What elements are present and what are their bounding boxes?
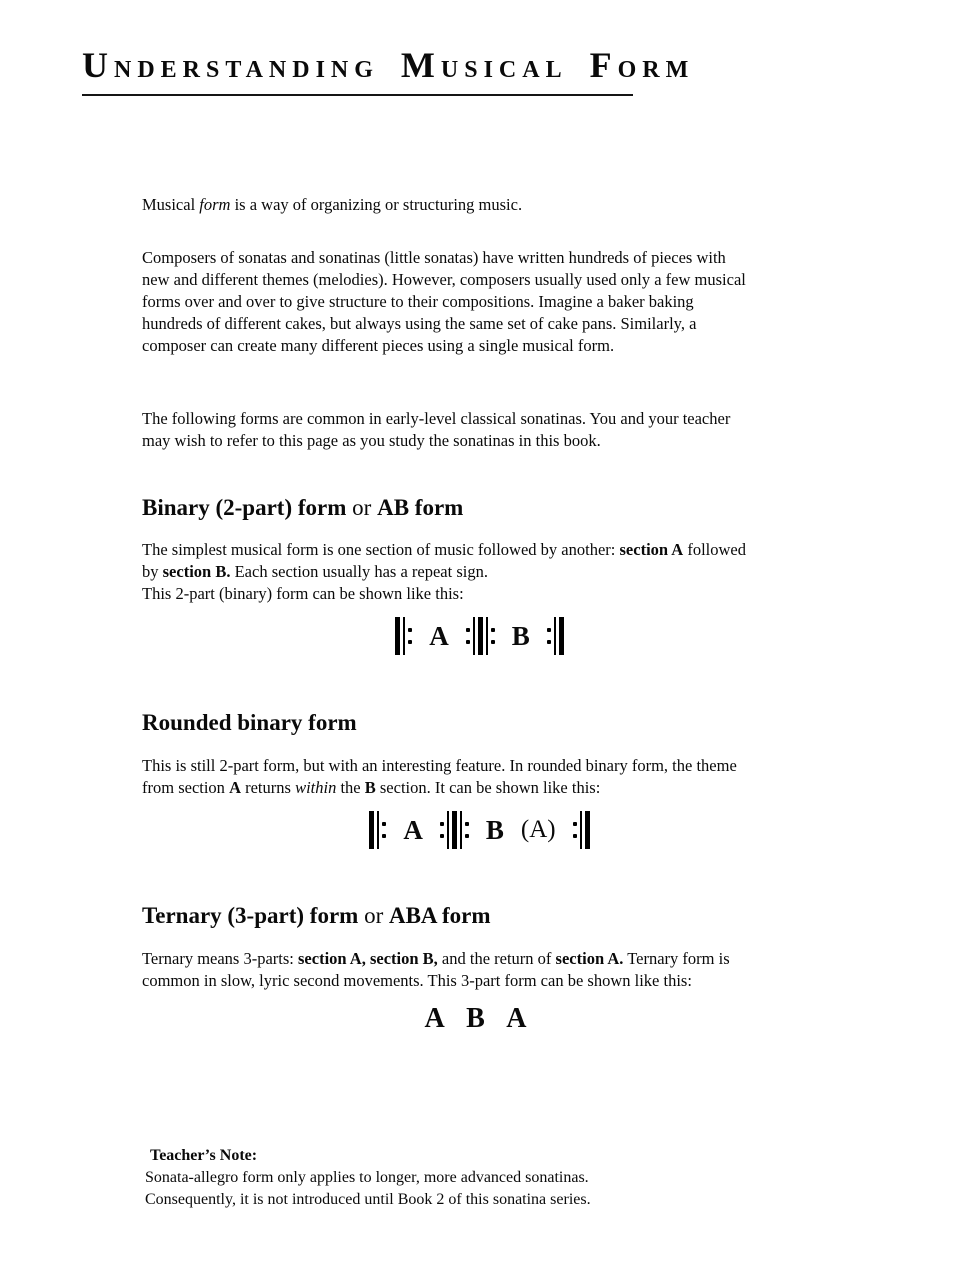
intro-paragraph-1: Musical form is a way of organizing or structuring music. xyxy=(142,195,523,214)
begin-repeat-icon xyxy=(395,617,412,655)
section-b-label: B xyxy=(485,815,504,845)
section-a-return-label: (A) xyxy=(520,816,556,843)
title-underline xyxy=(82,94,633,96)
page-title xyxy=(82,44,708,86)
rounded-binary-paragraph: This is still 2-part form, but with an interesting feature. In rounded binary form, the theme from section A returns within the B section. It can be shown like this: xyxy=(142,756,737,797)
end-repeat-icon xyxy=(573,811,590,849)
title-word: MUSICAL xyxy=(400,45,568,85)
section-a-label: A xyxy=(429,621,449,651)
ternary-form-heading: Ternary (3-part) form or ABA form xyxy=(142,903,491,928)
double-repeat-icon xyxy=(440,811,469,849)
binary-form-heading: Binary (2-part) form or AB form xyxy=(142,495,464,520)
ternary-form-diagram: A B A xyxy=(424,1003,535,1034)
end-repeat-icon xyxy=(547,617,564,655)
teachers-note-heading: Teacher’s Note: xyxy=(150,1147,258,1164)
rounded-binary-heading: Rounded binary form xyxy=(142,710,357,735)
intro-paragraph-3: The following forms are common in early-level classical sonatinas. You and your teacher may wish to refer to this page as you study the sonatinas in this book. xyxy=(142,409,731,450)
teachers-note-body: Sonata-allegro form only applies to longer, more advanced sonatinas. Consequently, it is not introduced until Book 2 of this sonatina series. xyxy=(145,1169,591,1208)
intro-paragraph-2: Composers of sonatas and sonatinas (little sonatas) have written hundreds of pieces with new and different themes (melodies). However, composers usually used only a few musical forms over and over to give structure to their compositions. Imagine a baker baking hundreds of different cakes, but always using the same set of cake pans. Similarly, a composer can create many different pieces using a single musical form. xyxy=(142,248,746,355)
begin-repeat-icon xyxy=(369,811,386,849)
title-word: FORM xyxy=(589,45,695,85)
section-b-label: B xyxy=(511,621,530,651)
binary-form-diagram xyxy=(142,616,817,656)
rounded-binary-diagram xyxy=(142,810,817,850)
binary-form-paragraph: The simplest musical form is one section of music followed by another: section A followed by section B. Each section usually has a repeat sign. This 2-part (binary) form can be shown like this: xyxy=(142,540,746,603)
ternary-form-paragraph: Ternary means 3-parts: section A, section B, and the return of section A. Ternary form is common in slow, lyric second movements. This 3-part form can be shown like this: xyxy=(142,949,730,990)
section-a-label: A xyxy=(403,815,423,845)
double-repeat-icon xyxy=(466,617,495,655)
title-word: UNDERSTANDING xyxy=(82,45,379,85)
